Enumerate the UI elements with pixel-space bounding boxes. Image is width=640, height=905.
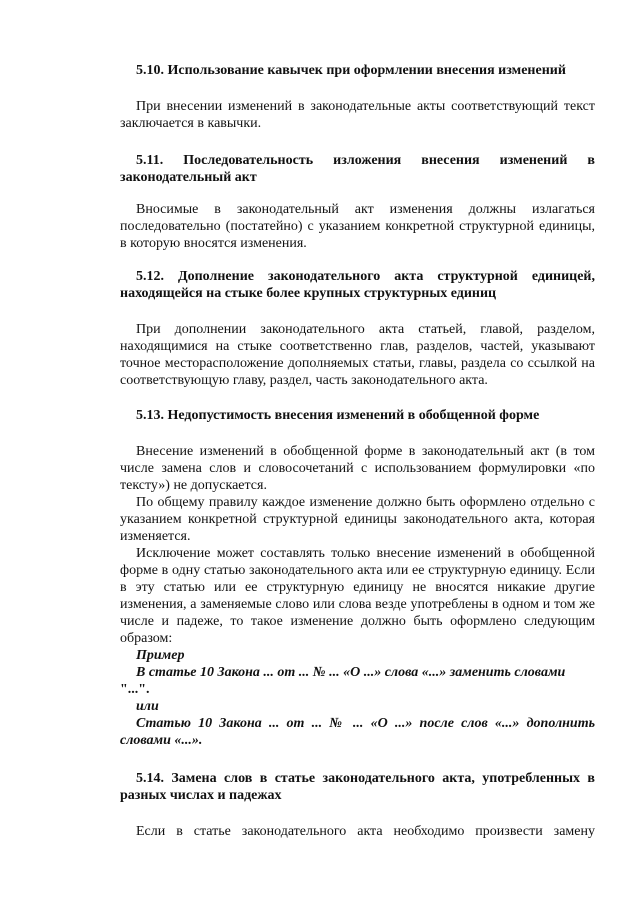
- heading-5-10: 5.10. Использование кавычек при оформлении внесения изменений: [136, 63, 566, 78]
- example-line-1-tail: "...".: [120, 682, 150, 697]
- heading-5-14: 5.14. Замена слов в статье законодательного акта, употребленных в разных числах и падежах: [120, 771, 595, 803]
- paragraph-5-12: При дополнении законодательного акта статьей, главой, разделом, находящимися на стыке соответственно глав, разделов, частей, указывают точное месторасположение дополняемых статьи, главы, раздела со ссылкой на соответствующую главу, раздел, часть законодательного акта.: [120, 322, 595, 388]
- heading-5-12: 5.12. Дополнение законодательного акта структурной единицей, находящейся на стыке более крупных структурных единиц: [120, 269, 595, 301]
- heading-5-11: 5.11. Последовательность изложения внесения изменений в законодательный акт: [120, 153, 595, 185]
- example-line-1: В статье 10 Закона ... от ... № ... «О ...» слова «...» заменить словами: [136, 665, 566, 680]
- paragraph-5-14: Если в статье законодательного акта необходимо произвести замену: [136, 824, 595, 839]
- example-or: или: [136, 699, 159, 714]
- paragraph-5-10: При внесении изменений в законодательные акты соответствующий текст заключается в кавычки.: [120, 99, 595, 131]
- paragraph-5-13-c: Исключение может составлять только внесение изменений в обобщенной форме в одну статью законодательного акта или ее структурную единицу. Если в эту статью или ее структурную единицу не вносятся никакие другие изменения, а заменяемые слово или слова везде употреблены в одном и том же числе и падеже, то такое изменение должно быть оформлено следующим образом:: [120, 546, 595, 646]
- example-line-2: Статью 10 Закона ... от ... № ... «О ...» после слов «...» дополнить словами «...».: [120, 716, 595, 748]
- heading-5-13: 5.13. Недопустимость внесения изменений в обобщенной форме: [136, 408, 540, 423]
- paragraph-5-11: Вносимые в законодательный акт изменения должны излагаться последовательно (постатейно) с указанием конкретной структурной единицы, в которую вносятся изменения.: [120, 202, 595, 251]
- paragraph-5-13-a: Внесение изменений в обобщенной форме в законодательный акт (в том числе замена слов и словосочетаний с использованием формулировки «по тексту») не допускается.: [120, 444, 595, 493]
- example-label: Пример: [136, 648, 185, 663]
- paragraph-5-13-b: По общему правилу каждое изменение должно быть оформлено отдельно с указанием конкретной структурной единицы законодательного акта, которая изменяется.: [120, 495, 595, 544]
